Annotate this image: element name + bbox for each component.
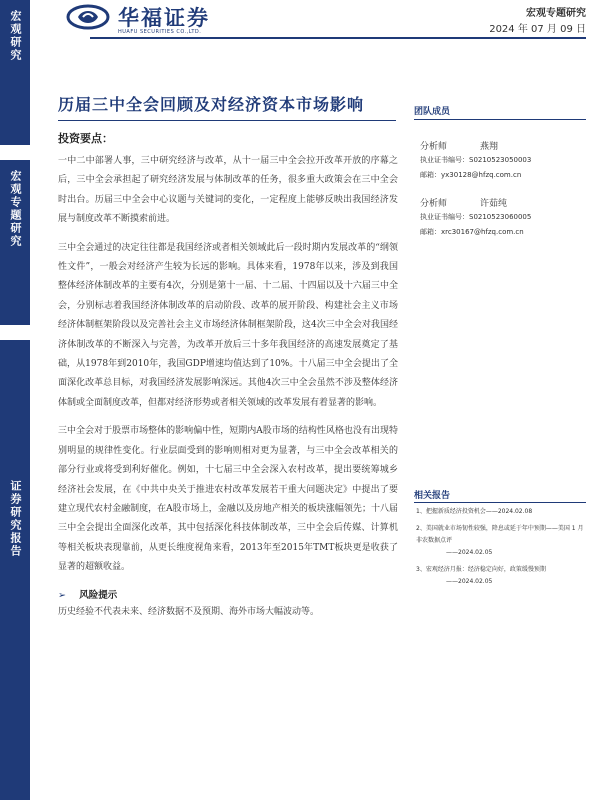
related-item[interactable] [416,523,588,559]
report-date: 2024 年 07 月 09 日 [489,24,586,35]
risk-title: 风险提示 [79,589,118,601]
related-item[interactable] [416,506,588,518]
related-item-date: ——2024.02.05 [446,549,493,556]
analyst-name: 许茹纯 [480,199,508,209]
analyst-cert: 执业证书编号：S0210523060005 [420,213,532,221]
related-item-text: 3、宏观经济月报：经济稳定向好，政策缓慢预期 [416,566,546,573]
main-content [58,130,398,621]
related-divider [414,502,586,503]
logo-icon [66,4,110,30]
company-name: 华福证券 [118,6,210,30]
analyst-role: 分析师 [420,199,448,209]
risk-heading [58,587,398,601]
risk-text: 历史经验不代表未来、经济数据不及预期、海外市场大幅波动等。 [58,606,320,617]
related-title: 相关报告 [414,491,451,501]
analyst-role: 分析师 [420,142,448,152]
header [30,0,600,40]
analyst-name: 燕翔 [480,142,499,152]
paragraph: 三中全会对于股票市场整体的影响偏中性，短期内A股市场的结构性风格也没有出现特别明显的规律性变化。行业层面受到的影响则相对更为显著，与三中全会改革相关的部分行业或将受到利好催化。例如，十七届三中全会深入农村改革，提出要统筹城乡经济社会发展，在《中共中央关于推进农村改革发展若干重大问题决定》中提出了要建立现代农村金融制度，在A股市场上，金融以及房地产相关的板块涨幅领先；十八届三中全会提出全面深化改革，其中包括深化科技体制改革，三中全会后传媒、计算机等相关板块表现靠前，从更长维度视角来看，2013年至2015年TMT板块更是收获了显著的超额收益。 [58,426,398,573]
sidebar-subcategory: 宏观专题研究 [0,160,30,325]
related-item-date: ——2024.02.05 [446,578,493,585]
analyst-card [420,196,590,241]
related-item-text: 1、把握新质经济投资机会——2024.02.08 [416,508,533,515]
analyst-email[interactable]: 邮箱：xrc30167@hfzq.com.cn [420,228,524,236]
sidebar-report-label: 证券研究报告 [0,340,30,800]
paragraph: 一中二中部署人事，三中研究经济与改革，从十一届三中全会拉开改革开放的序幕之后，三中全会承担起了研究经济发展与体制改革的任务，很多重大政策会在三中全会时出台。历届三中全会中心议题与关键词的变化，一定程度上能够反映出我国经济发展与制度改革不断摸索前进。 [58,156,398,225]
sidebar [0,0,30,800]
header-divider [90,37,586,39]
sidebar-category: 宏观研究 [0,0,30,145]
team-title: 团队成员 [414,107,451,117]
analyst-card [420,139,590,184]
section-heading: 投资要点： [58,132,113,145]
related-list [416,506,588,593]
company-logo [66,2,266,38]
related-item[interactable] [416,564,588,588]
report-title: 历届三中全会回顾及对经济资本市场影响 [58,95,365,114]
arrow-icon: ➢ [58,589,66,601]
paragraph: 三中全会通过的决定往往都是我国经济或者相关领域此后一段时期内发展改革的“纲领性文件”，一般会对经济产生较为长远的影响。具体来看，1978年以来，涉及到我国整体经济体制改革的主要有4次，分别是第十一届、十二届、十四届以及十六届三中全会，分别标志着我国经济体制改革的启动阶段、改革的展开阶段、构建社会主义市场经济体制框架阶段以及完善社会主义市场经济体制框架阶段，这4次三中全会对我国经济体制改革的不断深入与完善，为改革开放后三十多年我国经济的高速发展奠定了基础，从1978年到2010年，我国GDP增速均值达到了10%。十八届三中全会提出了全面深化改革总目标，对我国经济发展影响深远。其他4次三中全会虽然不涉及整体经济体制或全面制度改革，但都对经济形势或者相关领域的改革发展有着显著的影响。 [58,242,398,408]
related-item-text: 2、美国就业市场韧性较强，降息或延于年中预期——美国 1 月非农数据点评 [416,525,584,544]
report-type: 宏观专题研究 [526,8,586,19]
team-divider [414,119,586,120]
analyst-cert: 执业证书编号：S0210523050003 [420,156,532,164]
title-divider [58,120,396,121]
company-name-en: HUAFU SECURITIES CO.,LTD. [118,29,202,35]
analyst-email[interactable]: 邮箱：yx30128@hfzq.com.cn [420,171,522,179]
